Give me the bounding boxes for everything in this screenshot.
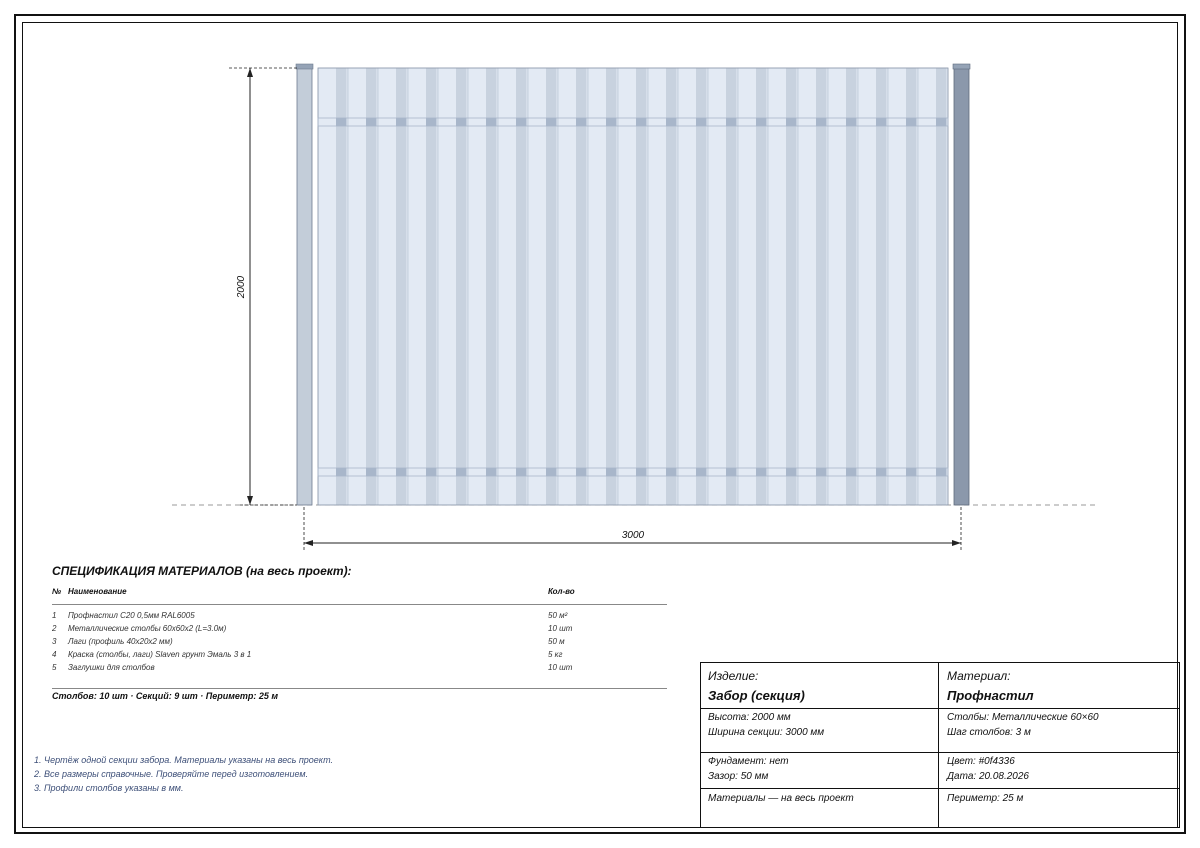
picket-gap <box>906 68 917 505</box>
section-width-field: Ширина секции: 3000 мм <box>708 727 825 738</box>
material-label: Материал: <box>947 669 1011 683</box>
spec-row-name: Краска (столбы, лаги) Slaven грунт Эмаль 3 в 1 <box>68 650 252 659</box>
rail-segment <box>786 468 797 476</box>
product-value: Забор (секция) <box>708 688 805 703</box>
rail-segment <box>696 468 707 476</box>
fence-pickets <box>318 68 948 505</box>
rail-segment <box>906 118 917 126</box>
picket-gap <box>636 68 647 505</box>
spec-row-name: Лаги (профиль 40х20х2 мм) <box>68 637 173 646</box>
foundation-field: Фундамент: нет <box>708 756 789 767</box>
note-1: 1. Чертёж одной секции забора. Материалы указаны на весь проект. <box>34 755 334 765</box>
spec-title: СПЕЦИФИКАЦИЯ МАТЕРИАЛОВ (на весь проект): <box>52 564 352 578</box>
rail-segment <box>516 118 527 126</box>
rail-segment <box>666 118 677 126</box>
picket-gap <box>366 68 377 505</box>
color-field: Цвет: #0f4336 <box>947 756 1015 767</box>
rail-segment <box>546 118 557 126</box>
rail-segment <box>936 468 947 476</box>
spec-row-qty: 10 шт <box>548 663 573 672</box>
rail-segment <box>846 118 857 126</box>
note-3: 3. Профили столбов указаны в мм. <box>34 783 184 793</box>
left-post <box>297 68 312 505</box>
picket-gap <box>576 68 587 505</box>
rail-segment <box>846 468 857 476</box>
title-block <box>700 662 1180 828</box>
rail-segment <box>726 468 737 476</box>
rail-segment <box>456 468 467 476</box>
product-label: Изделие: <box>708 669 759 683</box>
height-field: Высота: 2000 мм <box>708 712 791 723</box>
rail-segment <box>366 468 377 476</box>
rail-segment <box>336 468 347 476</box>
spec-row-qty: 50 м² <box>548 611 568 620</box>
picket-gap <box>426 68 437 505</box>
rail-segment <box>576 468 587 476</box>
rail-segment <box>936 118 947 126</box>
spec-row-num: 2 <box>52 624 57 633</box>
rail-segment <box>366 118 377 126</box>
height-dimension-label: 2000 <box>236 275 247 299</box>
rail-segment <box>426 468 437 476</box>
rail-segment <box>636 468 647 476</box>
picket-gap <box>516 68 527 505</box>
rail-segment <box>756 468 767 476</box>
spec-row-num: 3 <box>52 637 57 646</box>
picket-gap <box>786 68 797 505</box>
spec-header-num: № <box>52 587 62 596</box>
rail-segment <box>546 468 557 476</box>
rail-segment <box>816 118 827 126</box>
rail-segment <box>486 468 497 476</box>
rail-segment <box>606 468 617 476</box>
width-arrow-left <box>304 540 313 546</box>
height-arrow-top <box>247 68 253 77</box>
rail-segment <box>456 118 467 126</box>
picket-gap <box>876 68 887 505</box>
rail-segment <box>816 468 827 476</box>
note-2: 2. Все размеры справочные. Проверяйте перед изготовлением. <box>34 769 309 779</box>
spec-footer-divider <box>52 688 667 689</box>
rail-segment <box>876 468 887 476</box>
rail-segment <box>636 118 647 126</box>
height-arrow-bottom <box>247 496 253 505</box>
gap-field: Зазор: 50 мм <box>708 771 769 782</box>
rail-segment <box>516 468 527 476</box>
posts-field: Столбы: Металлические 60×60 <box>947 712 1099 723</box>
rail-segment <box>786 118 797 126</box>
right-post <box>954 68 969 505</box>
title-block-divider <box>938 663 939 827</box>
picket-gap <box>666 68 677 505</box>
picket-gap <box>756 68 767 505</box>
rail-segment <box>336 118 347 126</box>
rail-segment <box>486 118 497 126</box>
spec-row-name: Металлические столбы 60х60х2 (L=3.0м) <box>68 624 227 633</box>
rail-segment <box>426 118 437 126</box>
rail-segment <box>726 118 737 126</box>
rail-segment <box>756 118 767 126</box>
spec-row-num: 4 <box>52 650 57 659</box>
picket-gap <box>456 68 467 505</box>
spec-header-qty: Кол-во <box>548 587 575 596</box>
rail-segment <box>876 118 887 126</box>
picket-gap <box>936 68 947 505</box>
spec-row-name: Профнастил С20 0,5мм RAL6005 <box>68 611 195 620</box>
picket-gap <box>546 68 557 505</box>
picket-gap <box>726 68 737 505</box>
picket-gap <box>696 68 707 505</box>
material-value: Профнастил <box>947 688 1034 703</box>
title-block-row-line <box>701 708 1179 709</box>
date-field: Дата: 20.08.2026 <box>947 771 1029 782</box>
width-arrow-right <box>952 540 961 546</box>
spec-row-qty: 50 м <box>548 637 565 646</box>
materials-note-field: Материалы — на весь проект <box>708 793 854 804</box>
perimeter-field: Периметр: 25 м <box>947 793 1024 804</box>
post-step-field: Шаг столбов: 3 м <box>947 727 1031 738</box>
rail-segment <box>906 468 917 476</box>
picket-gap <box>486 68 497 505</box>
rail-segment <box>696 118 707 126</box>
width-dimension-label: 3000 <box>621 530 645 541</box>
picket-gap <box>846 68 857 505</box>
picket-gap <box>396 68 407 505</box>
spec-row-num: 5 <box>52 663 57 672</box>
rail-segment <box>606 118 617 126</box>
spec-summary: Столбов: 10 шт · Секций: 9 шт · Периметр: 25 м <box>52 691 279 701</box>
picket-gap <box>336 68 347 505</box>
rail-segment <box>396 118 407 126</box>
picket-gap <box>816 68 827 505</box>
rail-segment <box>666 468 677 476</box>
picket-gap <box>606 68 617 505</box>
left-post-cap <box>296 64 313 69</box>
spec-row-qty: 5 кг <box>548 650 563 659</box>
spec-header-divider <box>52 604 667 605</box>
title-block-row-line <box>701 752 1179 753</box>
rail-segment <box>396 468 407 476</box>
spec-header-name: Наименование <box>68 587 127 596</box>
title-block-row-line <box>701 788 1179 789</box>
rail-segment <box>576 118 587 126</box>
spec-row-name: Заглушки для столбов <box>68 663 155 672</box>
right-post-cap <box>953 64 970 69</box>
spec-row-qty: 10 шт <box>548 624 573 633</box>
spec-row-num: 1 <box>52 611 57 620</box>
